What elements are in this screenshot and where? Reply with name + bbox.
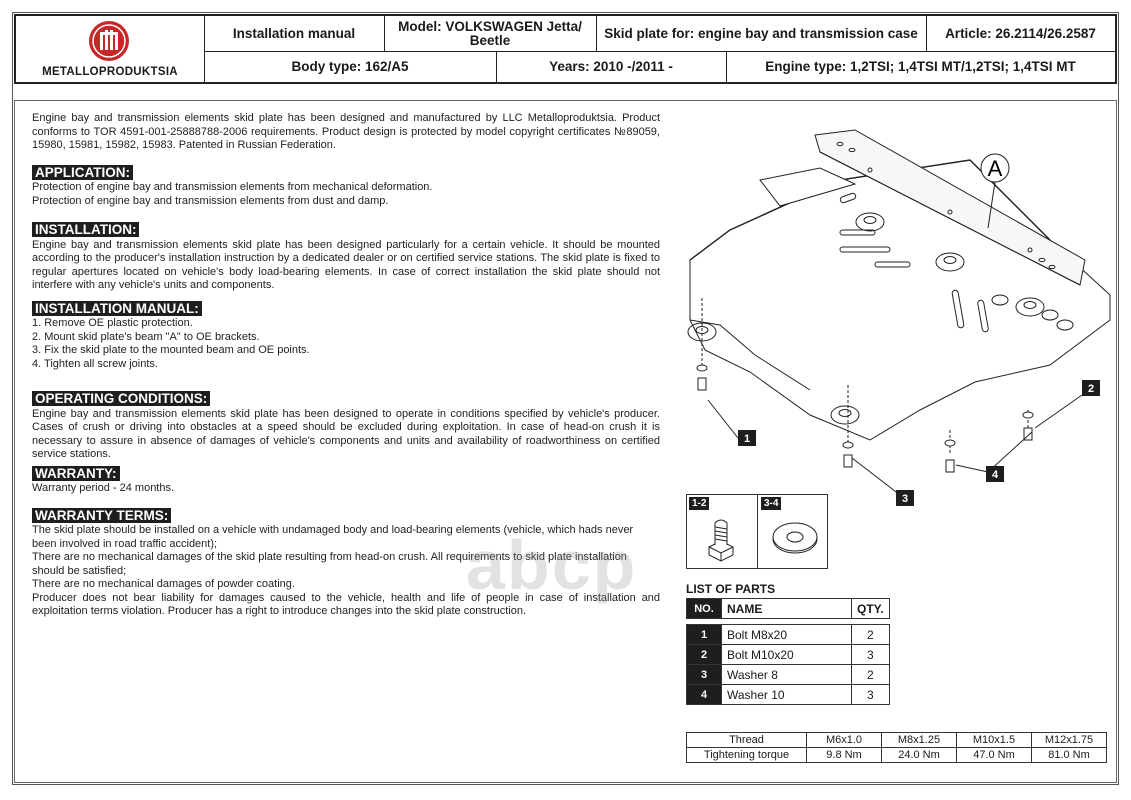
part-no: 1 [687,625,722,645]
manual-step-3: 3. Fix the skid plate to the mounted beam and OE points. [32,344,310,356]
terms-line-4: Producer does not bear liability for damages caused to the vehicle, health and life of people in case of installation and exploitation terms violation. Producer has a right to introduce changes into the skid plate construction. [32,591,660,617]
part-name: Bolt M8x20 [722,625,852,645]
col-name-header: NAME [722,599,852,619]
model-line-1: Model: VOLKSWAGEN Jetta/ [398,18,582,34]
thread-size: M8x1.25 [882,733,957,748]
part-qty: 3 [852,685,890,705]
torque-value: 81.0 Nm [1032,748,1107,763]
years: Years: 2010 -/2011 - [549,58,673,74]
skid-plate-outline [690,160,1110,440]
installation-text: Engine bay and transmission elements skid plate has been designed particularly for a certain vehicle. It should be mounted according to the producer's installation instruction by a dedicated dealer or on certified service stations. The skid plate is fixed to regular apertures located on vehicle's body load-bearing elements. In case of correct installation the skid plate should not interfere with any vehicle's units and components. [32,238,660,291]
parts-list-title: LIST OF PARTS [686,582,776,596]
bolt-icon [701,513,745,565]
body-type: Body type: 162/A5 [291,58,409,74]
operating-text: Engine bay and transmission elements skid plate has been designed to operate in conditions specified by vehicle's producer. Cases of crush or driving into obstacles at a speed should be excluded during exploitation. In case of head-on crush it is necessary to assure in absence of damages of vehicle's components and units and availability of roadworthiness on certified service stations. [32,407,660,460]
application-line-2: Protection of engine bay and transmission elements from dust and damp. [32,194,389,207]
callout-2 [1082,380,1100,396]
engine-type: Engine type: 1,2TSI; 1,4TSI MT/1,2TSI; 1,4TSI MT [765,58,1076,74]
terms-line-3: There are no mechanical damages of powder coating. [32,578,295,590]
part-qty: 3 [852,645,890,665]
operating-heading: OPERATING CONDITIONS: [32,391,210,406]
torque-value: 47.0 Nm [957,748,1032,763]
callout-3 [896,490,914,506]
part-no: 2 [687,645,722,665]
skid-plate-purpose: Skid plate for: engine bay and transmission case [604,25,918,41]
table-row [687,625,890,645]
col-no-header: NO. [687,599,722,619]
torque-value: 9.8 Nm [807,748,882,763]
brand-logo [88,20,130,62]
thread-row [687,733,1107,748]
terms-line-2: There are no mechanical damages of the skid plate resulting from head-on crush. All requirements to skid plate installation should be satisfied; [32,551,627,577]
thread-label: Thread [687,733,807,748]
thread-size: M10x1.5 [957,733,1032,748]
fastener-legend [686,494,828,569]
warranty-text: Warranty period - 24 months. [32,482,175,494]
table-row [687,665,890,685]
callout-3-label: 3 [901,493,909,505]
beam-a-label: A [987,156,1003,181]
torque-label: Tightening torque [687,748,807,763]
application-heading: APPLICATION: [32,165,133,180]
terms-line-1: The skid plate should be installed on a vehicle with undamaged body and load-bearing elements (vehicle, which hads never been involved in road traffic accident); [32,524,634,550]
manual-step-1: 1. Remove OE plastic protection. [32,317,193,329]
thread-size: M6x1.0 [807,733,882,748]
model-info [384,16,596,51]
thread-size: M12x1.75 [1032,733,1107,748]
brand-name: METALLOPRODUKTSIA [42,66,178,78]
logo-mark [88,20,130,62]
callout-4 [986,466,1004,482]
callout-1 [738,430,756,446]
model-line-2: Beetle [469,32,511,48]
callout-4-label: 4 [991,469,999,481]
torque-value: 24.0 Nm [882,748,957,763]
col-qty-header: QTY. [852,599,890,619]
part-name: Bolt M10x20 [722,645,852,665]
parts-header-row [687,599,890,619]
intro-paragraph: Engine bay and transmission elements skid plate has been designed and manufactured by LLC Metalloproduktsia. Product conforms to TOR 4591-001-25888788-2006 requirements. Product design is protected by model copyright certificates №89059, 15980, 15981, 15982, 15983. Patented in Russian Federation. [32,112,660,151]
torque-row [687,748,1107,763]
manual-heading: INSTALLATION MANUAL: [32,301,202,316]
bolt-legend-label: 1-2 [689,497,709,510]
part-no: 3 [687,665,722,685]
manual-step-2: 2. Mount skid plate's beam "A" to OE brackets. [32,330,260,343]
part-name: Washer 10 [722,685,852,705]
part-qty: 2 [852,665,890,685]
parts-table [686,598,890,705]
article-number: Article: 26.2114/26.2587 [945,25,1096,41]
manual-step-4: 4. Tighten all screw joints. [32,357,158,370]
watermark: abcp [466,526,638,604]
callout-1-label: 1 [743,433,751,445]
warranty-heading: WARRANTY: [32,466,120,481]
part-qty: 2 [852,625,890,645]
callout-2-label: 2 [1087,383,1095,395]
title-block [14,14,1117,84]
part-no: 4 [687,685,722,705]
skid-plate-diagram [670,110,1120,510]
torque-table [686,732,1107,763]
table-row [687,645,890,665]
washer-legend-label: 3-4 [761,497,781,510]
warranty-terms-heading: WARRANTY TERMS: [32,508,171,523]
installation-heading: INSTALLATION: [32,222,139,237]
doc-type: Installation manual [232,25,356,41]
washer-icon [769,515,821,559]
table-row [687,685,890,705]
application-line-1: Protection of engine bay and transmission elements from mechanical deformation. [32,181,433,193]
part-name: Washer 8 [722,665,852,685]
